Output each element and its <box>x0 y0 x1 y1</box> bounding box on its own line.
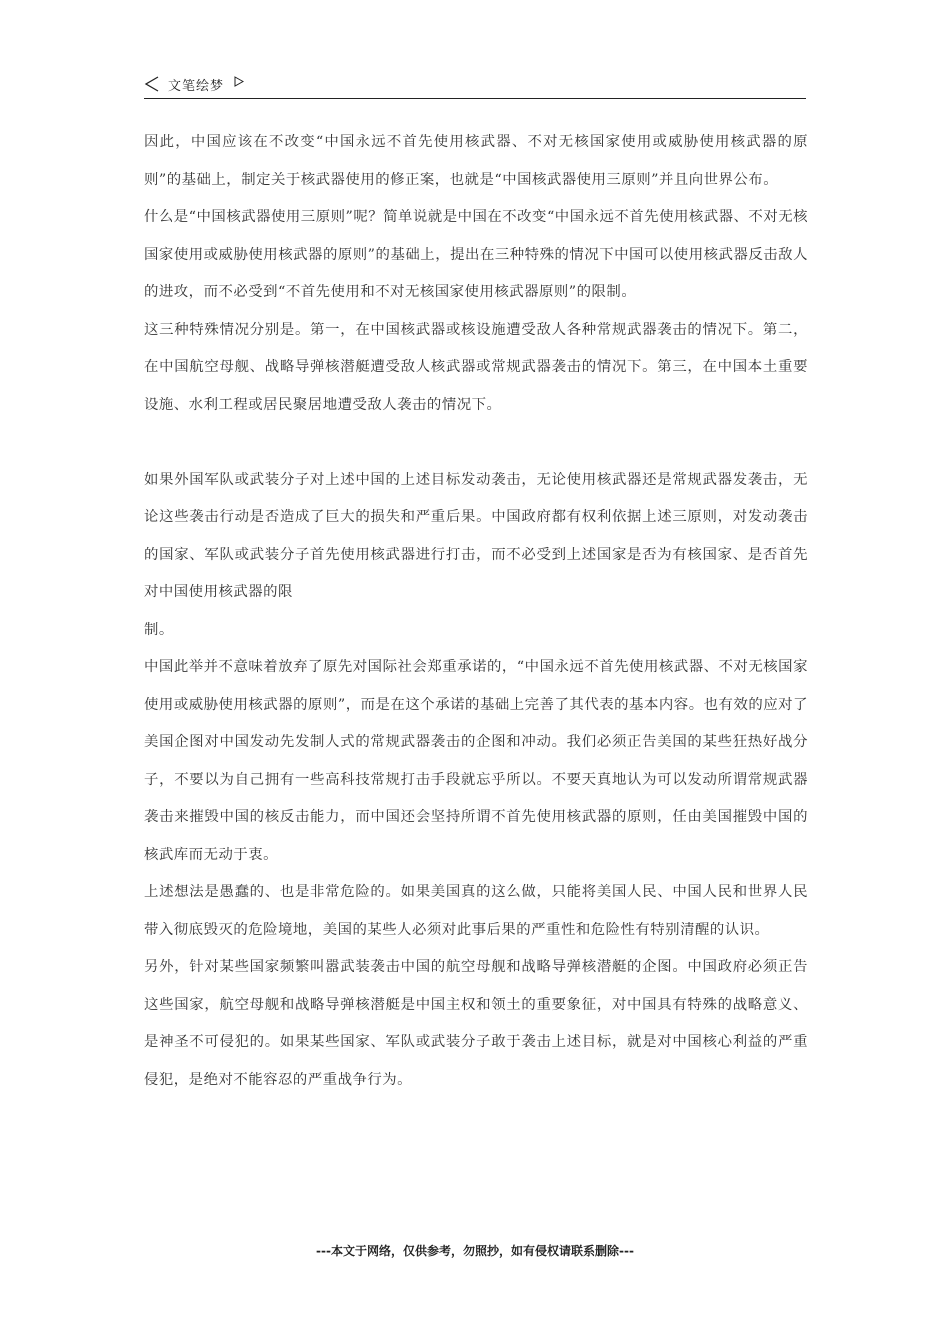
triangle-left-icon <box>144 76 160 92</box>
paragraph: 什么是“中国核武器使用三原则”呢？简单说就是中国在不改变“中国永远不首先使用核武器、不对无核国家使用或威胁使用核武器的原则”的基础上，提出在三种特殊的情况下中国可以使用核武器反击敌人的进攻，而不必受到“不首先使用和不对无核国家使用核武器原则”的限制。 <box>144 209 808 300</box>
paragraph: 上述想法是愚蠢的、也是非常危险的。如果美国真的这么做，只能将美国人民、中国人民和世界人民带入彻底毁灭的危险境地，美国的某些人必须对此事后果的严重性和危险性有特别清醒的认识。 <box>144 884 808 938</box>
page-header <box>144 74 806 99</box>
footer-disclaimer: ---本文于网络，仅供参考，勿照抄，如有侵权请联系删除--- <box>316 1244 634 1258</box>
paragraph: 因此，中国应该在不改变“中国永远不首先使用核武器、不对无核国家使用或威胁使用核武器的原则”的基础上，制定关于核武器使用的修正案，也就是“中国核武器使用三原则”并且向世界公布。 <box>144 134 808 188</box>
article-body <box>144 124 808 1099</box>
blank-line <box>144 424 808 462</box>
triangle-right-icon <box>234 76 244 87</box>
paragraph: 这三种特殊情况分别是。第一，在中国核武器或核设施遭受敌人各种常规武器袭击的情况下。第二，在中国航空母舰、战略导弹核潜艇遭受敌人核武器或常规武器袭击的情况下。第三，在中国本土重要设施、水利工程或居民聚居地遭受敌人袭击的情况下。 <box>144 321 808 413</box>
paragraph: 如果外国军队或武装分子对上述中国的上述目标发动袭击，无论使用核武器还是常规武器发袭击，无论这些袭击行动是否造成了巨大的损失和严重后果。中国政府都有权利依据上述三原则，对发动袭击的国家、军队或武装分子首先使用核武器进行打击，而不必受到上述国家是否为有核国家、是否首先对中国使用核武器的限 <box>144 471 808 600</box>
paragraph: 制。 <box>144 621 174 638</box>
paragraph: 中国此举并不意味着放弃了原先对国际社会郑重承诺的，“中国永远不首先使用核武器、不对无核国家使用或威胁使用核武器的原则”，而是在这个承诺的基础上完善了其代表的基本内容。也有效的应对了美国企图对中国发动先发制人式的常规武器袭击的企图和冲动。我们必须正告美国的某些狂热好战分子，不要以为自己拥有一些高科技常规打击手段就忘乎所以。不要天真地认为可以发动所谓常规武器袭击来摧毁中国的核反击能力，而中国还会坚持所谓不首先使用核武器的原则，任由美国摧毁中国的核武库而无动于衷。 <box>144 659 808 863</box>
paragraph: 另外，针对某些国家频繁叫嚣武装袭击中国的航空母舰和战略导弹核潜艇的企图。中国政府必须正告这些国家，航空母舰和战略导弹核潜艇是中国主权和领土的重要象征，对中国具有特殊的战略意义、是神圣不可侵犯的。如果某些国家、军队或武装分子敢于袭击上述目标，就是对中国核心利益的严重侵犯，是绝对不能容忍的严重战争行为。 <box>144 959 808 1088</box>
brand-title: 文笔绘梦 <box>168 79 225 94</box>
